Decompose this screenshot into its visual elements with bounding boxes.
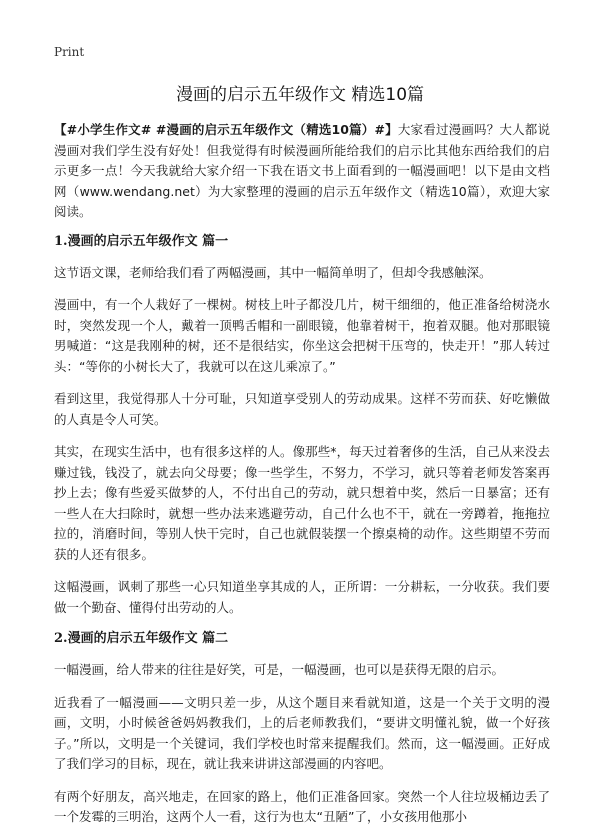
intro-text: 大家看过漫画吗？大人都说漫画对我们学生没有好处！但我觉得有时候漫画所能给我们的启示比其他东西给我们的启示更多一点！今天我就给大家介绍一下我在语文书上面看到的一幅漫画吧！以下是由文档网（www.wendang.net）为大家整理的漫画的启示五年级作文（精选10篇），欢迎大家阅读。 bbox=[54, 122, 550, 219]
section-1-paragraph-5: 这幅漫画，讽刺了那些一心只知道坐享其成的人，正所谓：一分耕耘，一分收获。我们要做一个勤奋、懂得付出劳动的人。 bbox=[54, 579, 550, 615]
section-2-paragraph-3: 有两个好朋友，高兴地走，在回家的路上，他们正准备回家。突然一个人往垃圾桶边丢了一个发霉的三明治，这两个人一看，这行为也太“丑陋”了，小女孩用他那小 bbox=[54, 788, 550, 824]
section-heading-1: 1.漫画的启示五年级作文 篇一 bbox=[54, 233, 229, 249]
section-1-paragraph-4: 其实，在现实生活中，也有很多这样的人。像那些*，每天过着奢侈的生活，自己从来没去赚过钱，钱没了，就去向父母要；像一些学生，不努力，不学习，就只等着老师发答案再抄上去；像有些爱买做梦的人，不付出自己的劳动，就只想着中奖，然后一日暴富；还有一些人在大扫除时，就想一些办法来逃避劳动，自己什么也不干，就在一旁蹲着，拖拖拉拉的，消磨时间，等别人快干完时，自己也就假装摆一个擦桌椅的动作。这些期望不劳而获的人还有很多。 bbox=[54, 444, 550, 562]
section-2-paragraph-1: 一幅漫画，给人带来的往往是好笑，可是，一幅漫画，也可以是获得无限的启示。 bbox=[54, 662, 505, 677]
document-body bbox=[54, 120, 550, 828]
document-title: 漫画的启示五年级作文 精选10篇 bbox=[175, 85, 425, 105]
intro-paragraph bbox=[54, 120, 550, 223]
section-1-paragraph-3: 看到这里，我觉得那人十分可耻，只知道享受别人的劳动成果。这样不劳而获、好吃懒做的人真是令人可笑。 bbox=[54, 391, 550, 427]
section-2-paragraph-2: 近我看了一幅漫画——文明只差一步，从这个题目来看就知道，这是一个关于文明的漫画，文明，小时候爸爸妈妈教我们，上的后老师教我们，“要讲文明懂礼貌，做一个好孩子。”所以，文明是一个关键词，我们学校也时常来提醒我们。然而，这一幅漫画。正好成了我们学习的目标，现在，就让我来讲讲这部漫画的内容吧。 bbox=[54, 694, 550, 771]
intro-tagline: 【#小学生作文# #漫画的启示五年级作文（精选10篇）#】 bbox=[54, 122, 398, 137]
print-label: Print bbox=[54, 45, 85, 59]
section-1-paragraph-1: 这节语文课，老师给我们看了两幅漫画，其中一幅简单明了，但却令我感触深。 bbox=[54, 264, 492, 280]
section-1-paragraph-2: 漫画中，有一个人栽好了一棵树。树枝上叶子都没几片，树干细细的，他正准备给树浇水时，突然发现一个人，戴着一顶鸭舌帽和一副眼镜，他靠着树干，抱着双腿。他对那眼镜男喊道：“这是我刚种的树，还不是很结实，你坐这会把树干压弯的，快走开！”那人转过头：“等你的小树长大了，我就可以在这儿乘凉了。” bbox=[54, 297, 550, 374]
section-heading-2: 2.漫画的启示五年级作文 篇二 bbox=[54, 631, 229, 646]
